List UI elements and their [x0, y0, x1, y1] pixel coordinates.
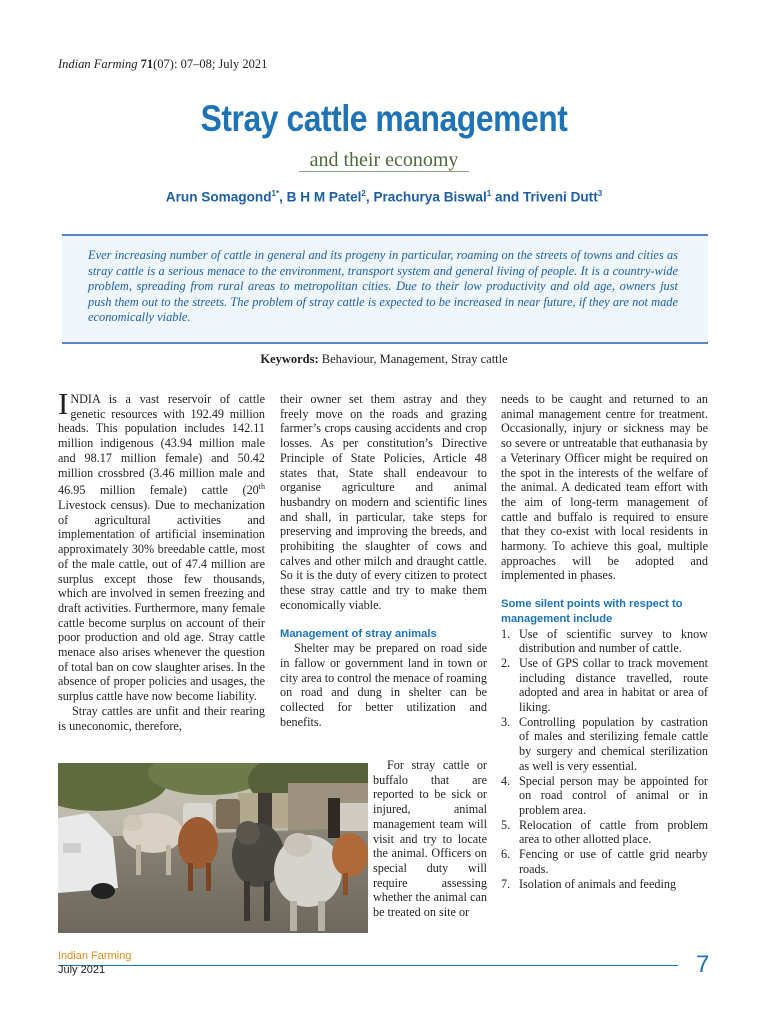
column-2: [280, 392, 487, 729]
paragraph: Shelter may be prepared on road side in fallow or government land in town or city area to control the menace of roaming on road and dung in shelter can be collected for better utilization and benefits.: [280, 641, 487, 729]
list-text: Controlling population by castration of males and sterilizing female cattle by surgery and chemical sterilization as well is very essential.: [519, 714, 708, 773]
list-number: 1.: [501, 626, 511, 641]
list-text: Special person may be appointed for on road control of animal or in problem area.: [519, 773, 708, 817]
author-affiliation: 2: [361, 189, 366, 198]
paragraph-text: NDIA is a vast reservoir of cattle genetic resources with 192.49 million heads. This population includes 142.11 million indigenous (43.94 million male and 98.17 million female) and 50.42 million crossbred (3.46 million male and 46.95 million female) cattle (20: [58, 392, 265, 498]
citation-journal: Indian Farming: [58, 57, 138, 71]
drop-cap: I: [58, 386, 69, 421]
paragraph: their owner set them astray and they freely move on the roads and grazing farmer’s crops causing accidents and crop losses. As per constitution’s Directive Principle of State Policies, Article 48 states that, State shall endeavour to organise agriculture and animal husbandry on modern and scientific lines and shall, in particular, take steps for preserving and improving the breeds, and prohibiting the slaughter of cows and calves and other milch and draught cattle. So it is the duty of every citizen to protect these stray cattle and try to make them economically viable.: [280, 392, 487, 612]
author: Arun Somagond: [165, 189, 272, 205]
footer-rule: [58, 965, 678, 966]
paragraph: needs to be caught and returned to an animal management centre for treatment. Occasionally, injury or sickness may be so severe or untreatable that euthanasia by a Veterinary Officer might be required on the spot in the interests of the welfare of the animal. A dedicated team effort with the aim of long-term management of cattle and buffalo is required to ensure that they co-exist with local residents in harmony. To achieve this goal, multiple approaches will be adopted and implemented in phases.: [501, 392, 708, 583]
list-number: 6.: [501, 847, 511, 862]
author-separator: and: [491, 189, 523, 205]
author: Prachurya Biswal: [373, 189, 487, 205]
column-1: [58, 386, 265, 733]
column-2-wrap: [373, 758, 487, 920]
author-affiliation: 1*: [271, 189, 280, 198]
list-number: 3.: [501, 714, 511, 729]
paragraph: Stray cattles are unfit and their rearing is uneconomic, therefore,: [58, 703, 265, 733]
citation-volume: 71: [140, 57, 154, 71]
list-item: [501, 656, 708, 715]
paragraph: For stray cattle or buffalo that are reported to be sick or injured, animal management team will visit and try to locate the animal. Officers on special duty will require assessing whether the animal can be treated on site or: [373, 758, 487, 920]
section-heading: Management of stray animals: [280, 627, 437, 640]
list-item: [501, 715, 708, 774]
author-affiliation: 1: [486, 189, 492, 198]
list-number: 5.: [501, 817, 511, 832]
author: Triveni Dutt: [522, 189, 598, 205]
list-text: Relocation of cattle from problem area to other allotted place.: [519, 817, 708, 847]
keywords-value: Behaviour, Management, Stray cattle: [321, 352, 508, 366]
column-3: [501, 392, 708, 891]
stray-cattle-photo: [58, 763, 368, 933]
list-item: [501, 818, 708, 847]
section-heading: Some silent points with respect to management include: [501, 598, 683, 625]
list-text: Fencing or use of cattle grid nearby roads.: [519, 847, 708, 876]
author-separator: ,: [279, 189, 287, 205]
list-text: Use of scientific survey to know distribution and number of cattle.: [519, 626, 708, 656]
article-subtitle: and their economy: [309, 149, 459, 171]
citation-line: [58, 57, 267, 72]
author: B H M Patel: [286, 189, 362, 205]
list-number: 2.: [501, 655, 511, 670]
author-affiliation: 3: [597, 189, 603, 198]
keywords-label: Keywords:: [260, 352, 319, 366]
superscript: th: [258, 482, 265, 492]
paragraph: [58, 386, 265, 704]
list-item: [501, 877, 708, 892]
paragraph-text: Livestock census). Due to mechanization of agricultural activities and implementation of artificial insemination approximately 30% breedable cattle, most of the male cattle, out of 47.4 million are surplus except those few thousands, which are involved in semen freezing and draft activities. Furthermore, many female cattle become surplus on account of their poor production and old age. Stray cattle menace also arises whenever the question of total ban on cow slaughter arises. In the absence of proper policies and usages, the surplus cattle have now become liability.: [58, 497, 265, 704]
keywords-line: [0, 352, 768, 367]
list-item: [501, 774, 708, 818]
list-item: [501, 847, 708, 876]
subtitle-underline: [299, 171, 469, 172]
list-number: 7.: [501, 876, 511, 891]
footer-journal: Indian Farming: [58, 950, 132, 962]
list-number: 4.: [501, 773, 511, 788]
author-separator: ,: [365, 189, 374, 205]
citation-rest: (07): 07–08; July 2021: [153, 57, 268, 71]
abstract-text: Ever increasing number of cattle in general and its progeny in particular, roaming on the streets of towns and cities as stray cattle is a serious menace to the environment, transport system and general living of people. It is a country-wide problem, spreading from rural areas to metropolitan cities. Due to their low productivity and old age, owners just push them out to the streets. The problem of stray cattle is expected to be increased in near future, if they are not made economically viable.: [88, 248, 678, 325]
list-text: Use of GPS collar to track movement including distance travelled, route adopted and area in habitat or area of liking.: [519, 655, 708, 715]
list-item: [501, 627, 708, 656]
cattle-street-image: [58, 763, 368, 933]
footer-date: July 2021: [58, 964, 106, 976]
page-number: 7: [696, 951, 710, 978]
author-list: [0, 189, 768, 205]
management-points-list: [501, 627, 708, 892]
list-text: Isolation of animals and feeding: [519, 876, 677, 891]
article-title: Stray cattle management: [200, 98, 568, 139]
